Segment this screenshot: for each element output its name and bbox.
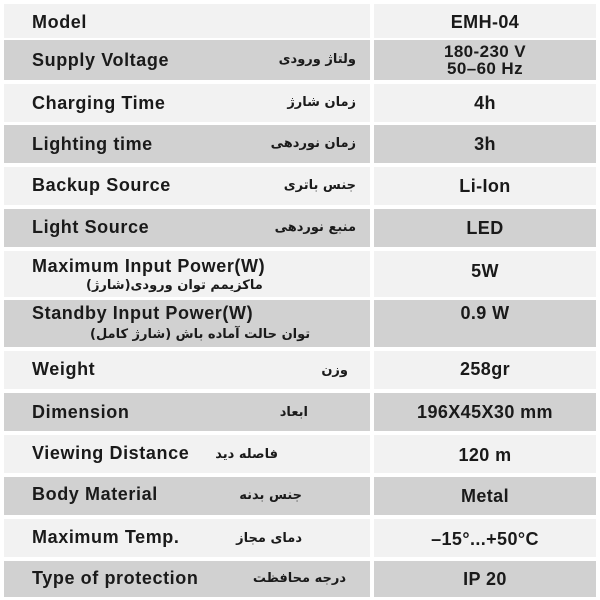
spec-row-body-material [0, 477, 600, 515]
spec-row-supply-voltage [0, 40, 600, 80]
label-fa: جنس بدنه [239, 488, 302, 503]
value: Metal [460, 486, 509, 506]
value-cell [374, 477, 596, 515]
label-en: Viewing Distance [32, 443, 190, 463]
label-en: Lighting time [32, 134, 153, 154]
label-fa: جنس باتری [283, 178, 356, 193]
spec-row-light-source [0, 209, 600, 247]
label-cell [4, 435, 370, 473]
label-cell [4, 393, 370, 431]
spec-row-standby-input-power [0, 300, 600, 347]
spec-row-maximum-temp [0, 519, 600, 557]
label-cell [4, 300, 370, 347]
label-en: Charging Time [32, 93, 166, 113]
label-en: Maximum Temp. [32, 527, 180, 547]
label-en: Model [32, 12, 87, 32]
label-cell [4, 167, 370, 205]
label-en: Supply Voltage [32, 50, 170, 70]
value: LED [466, 218, 504, 238]
label-en: Maximum Input Power(W) [32, 256, 266, 276]
label-fa: زمان شارژ [287, 95, 356, 110]
value-cell [374, 351, 596, 389]
value: 180-230 V [443, 42, 527, 61]
value-cell [374, 84, 596, 122]
label-en: Dimension [32, 402, 130, 422]
label-fa: وزن [321, 363, 348, 378]
value-cell [374, 209, 596, 247]
label-cell [4, 251, 370, 297]
value-cell [374, 300, 596, 347]
label-en: Weight [32, 359, 96, 379]
label-cell [4, 561, 370, 597]
label-fa: دمای مجاز [236, 531, 302, 546]
value-cell [374, 435, 596, 473]
value-cell [374, 561, 596, 597]
label-fa: درجه محافظت [252, 571, 346, 586]
spec-row-max-input-power [0, 251, 600, 297]
spec-row-protection [0, 561, 600, 597]
label-en: Light Source [32, 217, 150, 237]
value: 196X45X30 mm [417, 402, 553, 422]
label-fa: توان حالت آماده باش (شارژ کامل) [90, 327, 311, 342]
label-en: Body Material [32, 484, 158, 504]
value-line-2: 50–60 Hz [447, 59, 523, 78]
value: 0.9 W [460, 303, 510, 323]
label-en: Backup Source [32, 175, 171, 195]
value-cell [374, 393, 596, 431]
value: 120 m [458, 445, 512, 465]
label-fa: ابعاد [279, 405, 308, 420]
spec-row-backup-source [0, 167, 600, 205]
value: 4h [474, 93, 496, 113]
spec-row-weight [0, 351, 600, 389]
label-fa: منبع نوردهی [274, 220, 356, 235]
label-cell [4, 351, 370, 389]
label-en: Standby Input Power(W) [32, 303, 254, 323]
label-cell [4, 209, 370, 247]
label-cell [4, 4, 370, 38]
label-fa: ولتاژ ورودی [278, 52, 356, 67]
value: Li-Ion [459, 176, 511, 196]
label-cell [4, 84, 370, 122]
label-fa: فاصله دید [215, 447, 278, 462]
label-fa: ماکزیمم توان ورودی(شارژ) [86, 278, 263, 293]
spec-row-charging-time [0, 84, 600, 122]
value-cell [374, 251, 596, 297]
value: 3h [474, 134, 496, 154]
label-en: Type of protection [32, 568, 199, 588]
value: IP 20 [463, 569, 507, 589]
value: 5W [471, 261, 499, 281]
label-cell [4, 125, 370, 163]
spec-row-viewing-distance [0, 435, 600, 473]
value: 258gr [459, 359, 511, 379]
value-cell [374, 4, 596, 38]
label-fa: زمان نوردهی [270, 136, 356, 151]
spec-row-dimension [0, 393, 600, 431]
value: EMH-04 [450, 12, 520, 32]
label-cell [4, 40, 370, 80]
value-cell [374, 167, 596, 205]
label-cell [4, 519, 370, 557]
spec-row-model [0, 4, 600, 38]
spec-row-lighting-time [0, 125, 600, 163]
value-cell [374, 125, 596, 163]
value-cell [374, 40, 596, 80]
label-cell [4, 477, 370, 515]
value-cell [374, 519, 596, 557]
value: –15°...+50°C [431, 529, 539, 549]
